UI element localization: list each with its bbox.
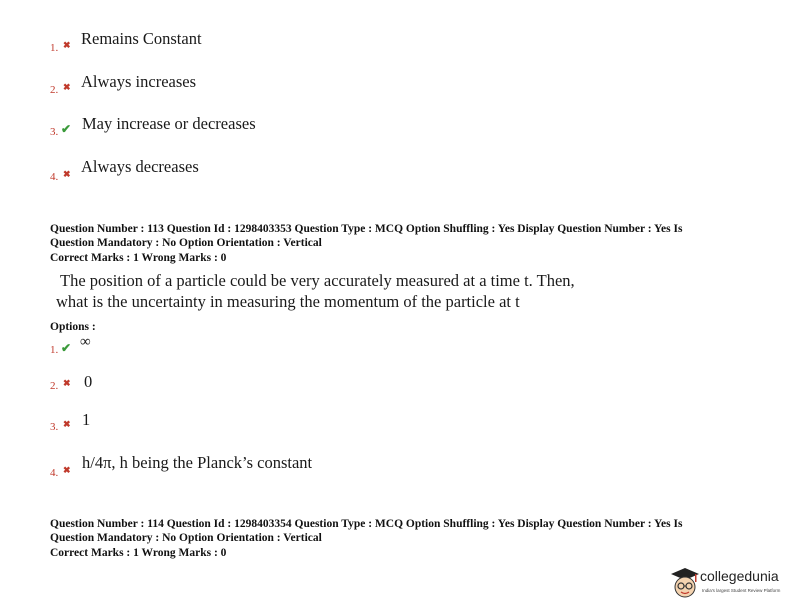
option-number: 3. — [50, 126, 59, 138]
logo-tagline: India's largest Student Review Platform — [702, 588, 781, 593]
option-number: 1. — [50, 42, 59, 54]
wrong-mark-icon: ✖ — [63, 169, 71, 179]
question-text-line-1: The position of a particle could be very accurately measured at a time t. Then, — [60, 271, 575, 290]
option-text: Remains Constant — [81, 29, 202, 48]
option-number: 2. — [50, 84, 59, 96]
collegedunia-logo — [670, 566, 785, 606]
check-mark-icon: ✔ — [61, 341, 72, 355]
question-meta-line-3: Correct Marks : 1 Wrong Marks : 0 — [50, 547, 227, 559]
option-number: 2. — [50, 380, 59, 392]
wrong-mark-icon: ✖ — [63, 465, 71, 475]
option-number: 4. — [50, 171, 59, 183]
wrong-mark-icon: ✖ — [63, 419, 71, 429]
option-text: May increase or decreases — [82, 114, 256, 133]
option-text: 0 — [84, 372, 93, 391]
question-meta-line-1: Question Number : 114 Question Id : 1298403354 Question Type : MCQ Option Shuffling : Yes Display Question Number : Yes Is — [50, 518, 683, 530]
option-number: 3. — [50, 421, 59, 433]
check-mark-icon: ✔ — [61, 122, 72, 136]
option-text: ∞ — [80, 334, 91, 350]
question-meta-line-2: Question Mandatory : No Option Orientation : Vertical — [50, 237, 322, 249]
question-meta-line-1: Question Number : 113 Question Id : 1298403353 Question Type : MCQ Option Shuffling : Yes Display Question Number : Yes Is — [50, 223, 683, 235]
graduate-face-icon — [670, 566, 700, 602]
question-meta-line-3: Correct Marks : 1 Wrong Marks : 0 — [50, 252, 227, 264]
option-text: Always increases — [81, 72, 197, 91]
option-text: h/4π, h being the Planck’s constant — [82, 453, 313, 472]
option-number: 4. — [50, 467, 59, 479]
option-number: 1. — [50, 344, 59, 356]
option-text: Always decreases — [81, 157, 199, 176]
question-meta-line-2: Question Mandatory : No Option Orientation : Vertical — [50, 532, 322, 544]
wrong-mark-icon: ✖ — [63, 40, 71, 50]
logo-wordmark: collegedunia — [700, 568, 779, 584]
wrong-mark-icon: ✖ — [63, 378, 71, 388]
wrong-mark-icon: ✖ — [63, 82, 71, 92]
option-text: 1 — [82, 410, 91, 429]
options-label: Options : — [50, 321, 96, 333]
question-text-line-2: what is the uncertainty in measuring the momentum of the particle at t — [56, 292, 520, 311]
